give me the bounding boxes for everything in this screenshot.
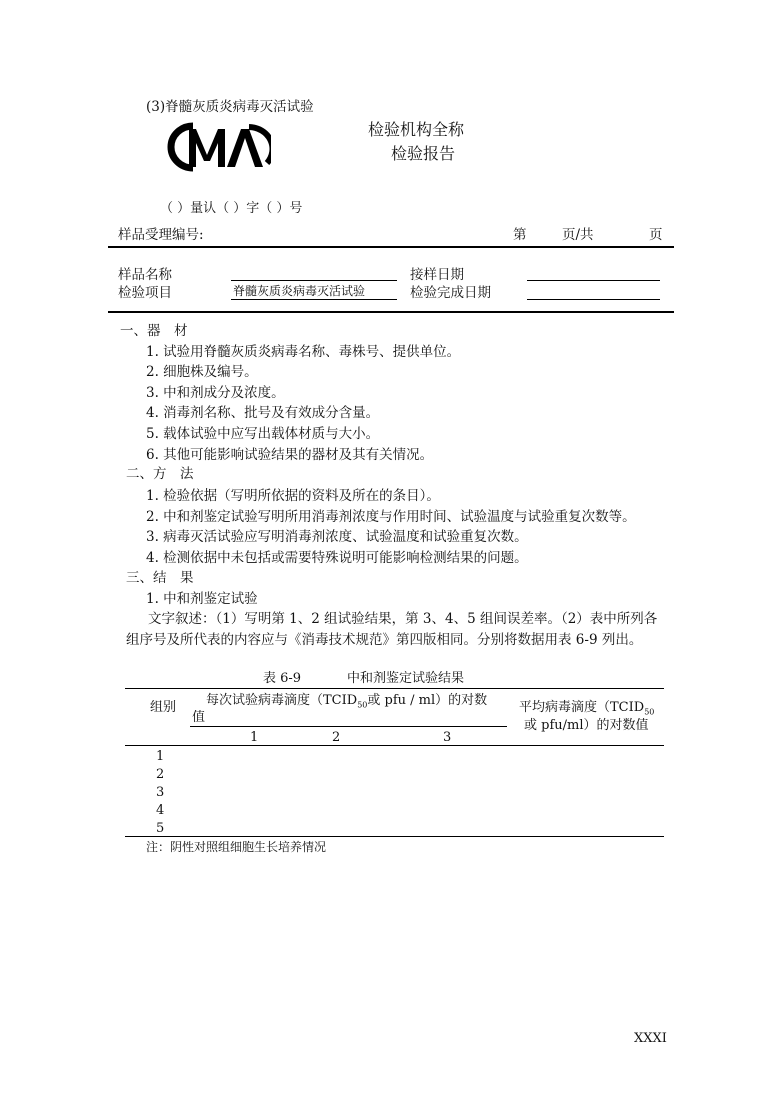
subheader-rule: [190, 726, 507, 727]
test-item-label: 检验项目: [118, 285, 172, 301]
equipment-item: 2. 细胞株及编号。: [146, 364, 258, 380]
equipment-item: 4. 消毒剂名称、批号及有效成分含量。: [146, 405, 380, 421]
meta-rule: [108, 311, 674, 313]
header-bottom-rule: [125, 745, 664, 746]
table-row-label: 2: [156, 767, 165, 782]
column-header-each-trial-cont: 值: [192, 710, 206, 725]
receive-date-field[interactable]: [527, 264, 660, 281]
test-item-field[interactable]: 脊髓灰质炎病毒灭活试验: [231, 283, 397, 300]
table-bottom-rule: [125, 836, 664, 837]
equipment-item: 1. 试验用脊髓灰质炎病毒名称、毒株号、提供单位。: [146, 344, 461, 360]
report-title: 检验报告: [391, 144, 456, 163]
table-row-label: 1: [156, 749, 165, 764]
finish-date-field[interactable]: [527, 283, 660, 300]
header-rule: [108, 246, 674, 248]
section-heading-results: 三、结 果: [126, 570, 194, 586]
column-header-each-trial: 每次试验病毒滴度（$TCID_{50}$或 pfu / ml）的对数: [206, 693, 488, 710]
subcolumn-header: 2: [332, 730, 341, 745]
equipment-item: 5. 载体试验中应写出载体材质与大小。: [146, 426, 380, 442]
receive-date-label: 接样日期: [410, 267, 464, 283]
column-header-average-cont: 或 pfu/ml）的对数值: [524, 718, 649, 733]
org-name: 检验机构全称: [368, 120, 465, 139]
finish-date-label: 检验完成日期: [410, 285, 491, 301]
column-header-average: 平均病毒滴度（$TCID_{50}$: [519, 700, 655, 717]
results-item: 1. 中和剂鉴定试验: [146, 591, 258, 607]
results-paragraph-line: 文字叙述：（1）写明第 1、2 组试验结果，第 3、4、5 组间误差率。（2）表中所列各: [148, 611, 658, 627]
subcolumn-header: 3: [443, 730, 452, 745]
table-top-rule: [125, 688, 664, 689]
table-note: 注：阴性对照组细胞生长培养情况: [146, 840, 327, 854]
table-row-label: 5: [156, 821, 165, 836]
equipment-item: 3. 中和剂成分及浓度。: [146, 385, 285, 401]
methods-item: 4. 检测依据中未包括或需要特殊说明可能影响检测结果的问题。: [146, 550, 528, 566]
page-label-di: 第: [513, 227, 527, 243]
page-number: XXXI: [634, 1031, 667, 1046]
section-heading-methods: 二、方 法: [126, 466, 194, 482]
results-paragraph-line: 组序号及所代表的内容应与《消毒技术规范》第四版相同。分别将数据用表 6-9 列出。: [126, 632, 643, 648]
table-row-label: 4: [156, 803, 165, 818]
sample-name-label: 样品名称: [118, 267, 172, 283]
methods-item: 3. 病毒灭活试验应写明消毒剂浓度、试验温度和试验重复次数。: [146, 529, 528, 545]
table-caption-title: 中和剂鉴定试验结果: [347, 671, 465, 686]
section-heading-equipment: 一、器 材: [120, 323, 188, 339]
subcolumn-header: 1: [250, 730, 259, 745]
methods-item: 1. 检验依据（写明所依据的资料及所在的条目）。: [146, 488, 440, 504]
sample-name-field[interactable]: [231, 264, 397, 281]
equipment-item: 6. 其他可能影响试验结果的器材及其有关情况。: [146, 447, 434, 463]
sample-number-label: 样品受理编号:: [118, 227, 204, 243]
table-caption-number: 表 6-9: [263, 671, 302, 686]
methods-item: 2. 中和剂鉴定试验写明所用消毒剂浓度与作用时间、试验温度与试验重复次数等。: [146, 509, 636, 525]
column-header-group: 组别: [150, 700, 177, 715]
table-row-label: 3: [156, 785, 165, 800]
page-label-ye-gong: 页/共: [562, 227, 594, 243]
page-label-ye: 页: [649, 227, 663, 243]
certification-line: （ ）量认（ ）字（ ）号: [160, 201, 303, 216]
document-subtitle: (3)脊髓灰质炎病毒灭活试验: [146, 99, 314, 115]
cma-logo: [163, 121, 271, 173]
